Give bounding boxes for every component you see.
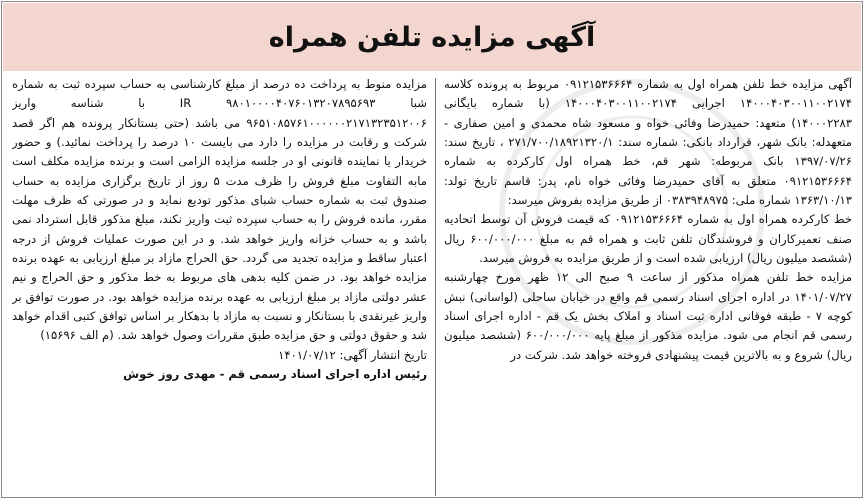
right-column [444,75,852,499]
paragraph-conditions: مزایده منوط به پرداخت ده درصد از مبلغ کارشناسی به حساب سپرده ثبت به شماره شبا IR ۹۸۰۱۰۰۰۰۴۰۷۶۰۱۳۲۰۷۸۹۵۶۹۳ با شناسه واریز ۹۶۵۱۰۸۵۷۶۱۰۰۰۰۰۰۲۱۷۱۳۲۳۵۱۲۰۰۶ می باشد (حتی بستانکار پرونده هم اگر قصد شرکت و رقابت در مزایده را دارد می بایست ۱۰ درصد را پرداخت نمائید.) و حضور خریدار یا نماینده قانونی او در جلسه مزایده الزامی است و برنده مزایده مکلف است مابه التفاوت مبلغ فروش را ظرف مدت ۵ روز از تاریخ برگزاری مزایده به حساب صندوق ثبت به شماره حساب شبای مذکور تودیع نماید و در صورتی که ظرف مهلت مقرر، مانده فروش را به حساب سپرده ثبت واریز نکند، مبلغ مذکور قابل استرداد نمی باشد و به حساب خزانه واریز خواهد شد. و در این صورت عملیات فروش از درجه اعتبار ساقط و مزایده تجدید می گردد. حق الحراج مازاد بر مبلغ ارزیابی به عهده برنده مزایده خواهد بود. در ضمن کلیه بدهی های مربوط به خط مذکور و حق الحراج و نیم عشر دولتی مازاد بر مبلغ ارزیابی به عهده برنده مزایده خواهد بود. در صورت توافق بر واریز غیرنقدی با بستانکار و نسبت به مازاد با بدهکار بر اساس توافق کتبی اقدام خواهد شد و حقوق دولتی و حق مزایده طبق مقررات وصول خواهد شد. (م الف ۱۵۶۹۶) [12,77,427,343]
publish-date: تاریخ انتشار آگهی: ۱۴۰۱/۰۷/۱۲ [278,347,427,362]
left-column [12,75,427,499]
column-divider [435,78,436,496]
notice-title: آگهی مزایده تلفن همراه [268,21,596,53]
signature-line: رئیس اداره اجرای اسناد رسمی قم - مهدی روز خوش [123,367,427,382]
paragraph-valuation: خط کارکرده همراه اول به شماره ۰۹۱۲۱۵۳۶۶۶۴ که قیمت فروش آن توسط اتحادیه صنف تعمیرکاران و فروشندگان تلفن ثابت و همراه قم به مبلغ ۶۰۰/۰۰۰/۰۰۰ ریال (ششصد میلیون ریال) ارزیابی شده است و از طریق مزایده به فروش میرسد. [444,212,852,266]
paragraph-auction-time: مزایده خط تلفن همراه مذکور از ساعت ۹ صبح الی ۱۲ ظهر مورخ چهارشنبه ۱۴۰۱/۰۷/۲۷ در اداره اجرای اسناد رسمی قم واقع در خیابان ساحلی (لواسانی) نبش کوچه ۷ - طبقه فوقانی اداره ثبت اسناد و املاک بخش یک قم - اداره اجرای اسناد رسمی قم انجام می شود. مزایده مذکور از مبلغ پایه ۶۰۰/۰۰۰/۰۰۰ (ششصد میلیون ریال) شروع و به بالاترین قیمت پیشنهادی فروخته خواهد شد. شرکت در [444,270,852,362]
paragraph-intro: آگهی مزایده خط تلفن همراه اول به شماره ۰۹۱۲۱۵۳۶۶۶۴ مربوط به پرونده کلاسه ۱۴۰۰۰۴۰۳۰۰۱۱۰۰۲۱۷۴ اجرایی ۱۴۰۰۰۴۰۳۰۰۱۱۰۰۲۱۷۴ (با شماره بایگانی ۱۴۰۰۰۲۲۸۳) متعهد: حمیدرضا وفائی خواه و مسعود شاه محمدی و امین صفاری - متعهدله: بانک شهر، قرارداد بانکی: شماره سند: ۲۷۱/۷۰۰/۱۸۹۲۱۳۲۰/۱ ، تاریخ سند: ۱۳۹۷/۰۷/۲۶ بانک مربوطه: شهر قم، خط همراه اول کارکرده به شماره ۰۹۱۲۱۵۳۶۶۶۴ متعلق به آقای حمیدرضا وفائی خواه نام، پدر: قاسم تاریخ تولد: ۱۳۶۳/۱۰/۱۳ شماره ملی: ۰۳۸۳۹۴۸۹۷۵ از طریق مزایده بفروش میرسد: [444,77,852,208]
title-band [3,3,861,71]
notice-frame [1,1,863,498]
